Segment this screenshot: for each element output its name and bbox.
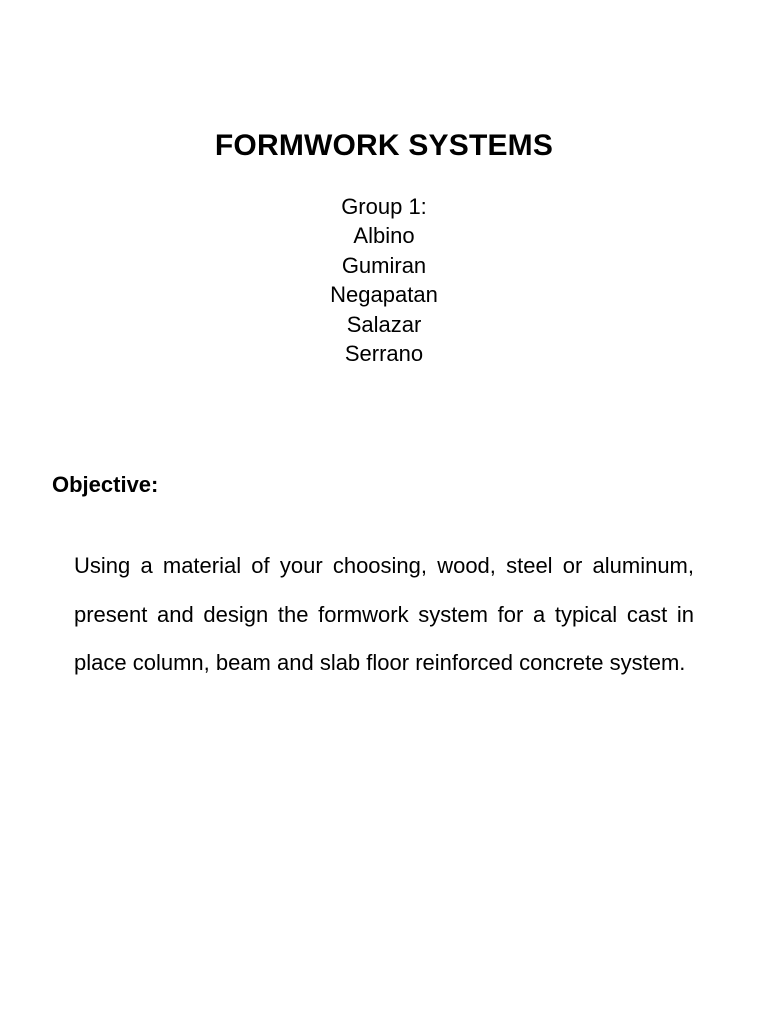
- objective-heading: Objective:: [52, 472, 159, 497]
- group-member-list: [0, 192, 768, 368]
- objective-paragraph: Using a material of your choosing, wood, steel or aluminum, present and design the formwork system for a typical cast in place column, beam and slab floor reinforced concrete system.: [74, 553, 694, 675]
- member-name: Albino: [353, 223, 415, 249]
- member-name: Salazar: [346, 311, 422, 337]
- member-name: Serrano: [344, 341, 424, 367]
- member-name: Negapatan: [330, 282, 438, 308]
- document-title: FORMWORK SYSTEMS: [214, 129, 554, 162]
- group-label: Group 1:: [341, 194, 427, 219]
- member-name: Gumiran: [341, 252, 427, 278]
